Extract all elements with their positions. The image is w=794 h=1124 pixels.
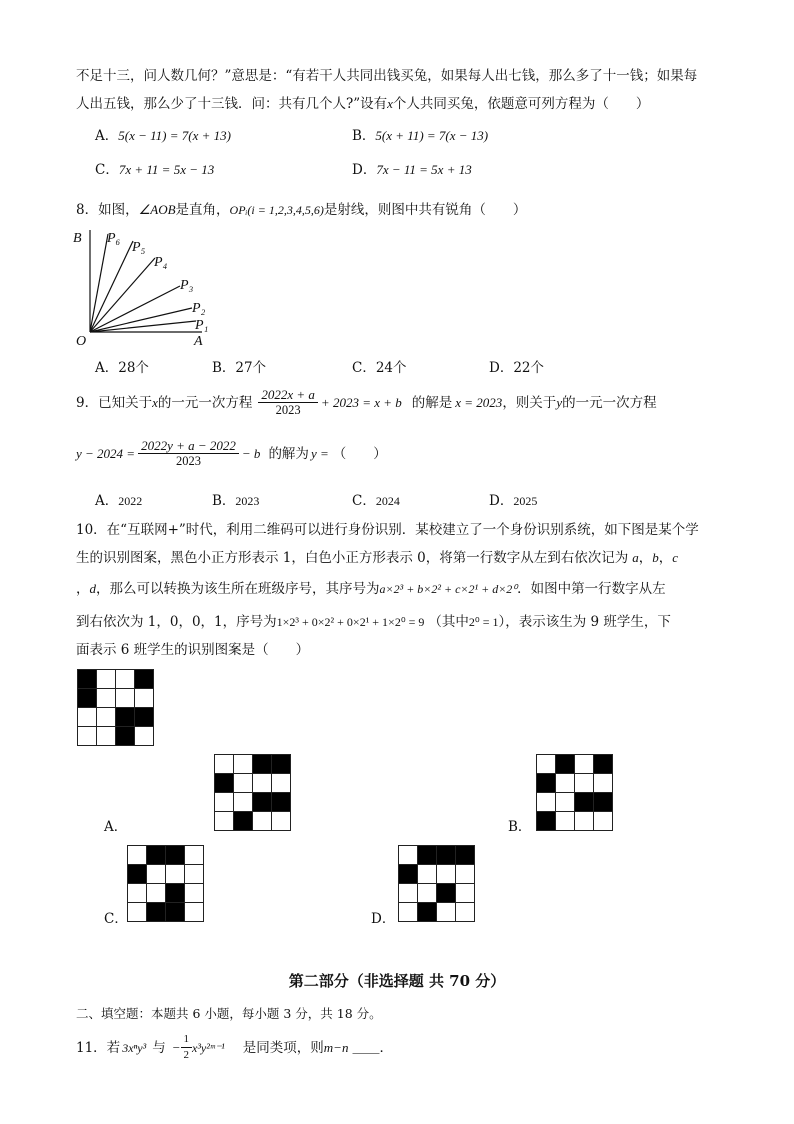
- example-pattern: [77, 669, 154, 746]
- q10-option-b-pattern[interactable]: [536, 754, 613, 831]
- q9-stem-line1: 9．已知关于 x 的一元一次方程 $\frac{2022x + a}{2023}$ + 2023 = x + b 的解是 x = 2023 ，则关于 y 的一元一次方程: [76, 387, 657, 417]
- q10-line1: 10．在“互联网+”时代，利用二维码可以进行身份识别．某校建立了一个身份识别系统，如下图是某个学: [76, 522, 699, 538]
- q10-line3: ，d，那么可以转换为该生所在班级序号，其序号为a×2³ + b×2² + c×2¹ + d×2⁰．如图中第一行数字从左: [76, 581, 666, 597]
- q7-option-a[interactable]: A．5(x − 11) = 7(x + 13): [95, 128, 231, 144]
- q7-option-d[interactable]: D．7x − 11 = 5x + 13: [352, 162, 472, 178]
- q10-option-b-label[interactable]: B．: [508, 819, 532, 835]
- label-p2: P₂: [192, 301, 206, 316]
- label-p3: P₃: [180, 278, 194, 293]
- fill-in-header: 二、填空题：本题共 6 小题，每小题 3 分，共 18 分。: [76, 1006, 382, 1021]
- q9-option-c[interactable]: C．2024: [352, 493, 400, 509]
- q10-line5: 面表示 6 班学生的识别图案是（ ）: [76, 642, 310, 658]
- q10-option-c-label[interactable]: C．: [104, 911, 128, 927]
- q10-option-c-pattern[interactable]: [127, 845, 204, 922]
- angle-figure: [70, 226, 230, 350]
- q10-option-d-label[interactable]: D．: [371, 911, 396, 927]
- q8-option-a[interactable]: A．28个: [95, 360, 149, 376]
- ray-p2: [90, 308, 192, 332]
- section-title: 第二部分（非选择题 共 70 分）: [288, 972, 506, 990]
- q10-line4: 到右依次为 1，0，0，1，序号为1×2³ + 0×2² + 0×2¹ + 1×2⁰ = 9 （其中2⁰ = 1），表示该生为 9 班学生，下: [76, 614, 671, 630]
- ray-p1: [90, 321, 196, 332]
- q10-option-a-label[interactable]: A．: [104, 819, 128, 835]
- label-p5: P₅: [132, 240, 146, 255]
- q8-option-b[interactable]: B．27个: [212, 360, 267, 376]
- q7-option-c[interactable]: C．7x + 11 = 5x − 13: [95, 162, 215, 178]
- q7-option-b[interactable]: B．5(x + 11) = 7(x − 13): [352, 128, 489, 144]
- label-o: O: [76, 334, 87, 349]
- q9-option-d[interactable]: D．2025: [489, 493, 538, 509]
- q7-line1: 不足十三，问人数几何？”意思是：“有若干人共同出钱买兔，如果每人出七钱，那么多了十一钱；如果每: [76, 68, 698, 84]
- q8-option-c[interactable]: C．24个: [352, 360, 407, 376]
- q9-option-a[interactable]: A．2022: [95, 493, 143, 509]
- label-p1: P₁: [195, 318, 209, 333]
- q11-stem: 11．若 3xⁿy³ 与 − $\frac{1}{2}$ x³y²ᵐ⁻¹ 是同类项，则 m−n ＿＿ ．: [76, 1033, 393, 1061]
- q8-stem: 8．如图，∠AOB是直角，OPᵢ(i = 1,2,3,4,5,6)是射线，则图中共有锐角（ ）: [76, 202, 527, 218]
- q10-option-d-pattern[interactable]: [398, 845, 475, 922]
- q8-option-d[interactable]: D．22个: [489, 360, 545, 376]
- q9-option-b[interactable]: B．2023: [212, 493, 260, 509]
- ray-p6: [90, 234, 108, 332]
- q7-line2: 人出五钱，那么少了十三钱．问：共有几个人?”设有x个人共同买兔，依题意可列方程为（ ）: [76, 96, 650, 112]
- label-b: B: [73, 231, 82, 246]
- q9-stem-line2: y − 2024 = $\frac{2022y + a - 2022}{2023}$ − b 的解为 y = （ ）: [76, 438, 387, 468]
- label-p6: P₆: [107, 231, 121, 246]
- ray-p4: [90, 258, 155, 332]
- label-a: A: [194, 334, 203, 349]
- ray-p3: [90, 286, 180, 332]
- q10-option-a-pattern[interactable]: [214, 754, 291, 831]
- label-p4: P₄: [154, 255, 168, 270]
- ray-p5: [90, 241, 133, 332]
- q10-line2: 生的识别图案，黑色小正方形表示 1，白色小正方形表示 0，将第一行数字从左到右依次记为 a，b，c: [76, 550, 679, 566]
